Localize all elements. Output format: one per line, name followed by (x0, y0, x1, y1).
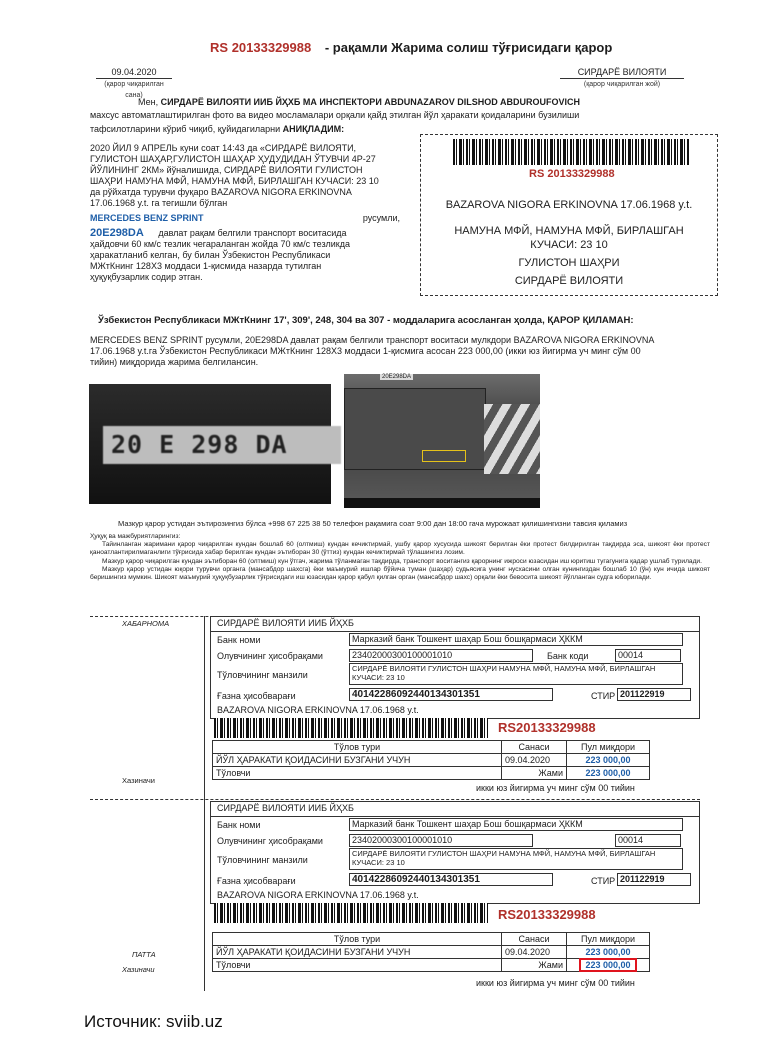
amount-in-words: икки юз йигирма уч минг сўм 00 тийин (476, 783, 635, 793)
receipt-th-payment-type: Тўлов тури (213, 933, 502, 946)
receipt-address-line2: КУЧАСИ: 23 10 (352, 858, 405, 867)
recipient-region: СИРДАРЁ ВИЛОЯТИ (514, 275, 624, 287)
payment-date: 09.04.2020 (502, 754, 567, 767)
decision-line: MERCEDES BENZ SPRINT русумли, 20E298DA давлат рақам белгили транспорт воситаси мулкдори BAZAROVA NIGORA ERKINOVNA (90, 335, 655, 345)
intro-line2: махсус автоматлаштирилган фото ва видео мосламалари орқали қайд этилган йўл ҳаракати қоидаларини бузилиши (90, 110, 580, 120)
receipt-payment-table (212, 932, 650, 972)
plate-highlight (422, 450, 466, 462)
rights-section (90, 533, 710, 582)
stub-divider (204, 616, 205, 991)
receipt-bank-field: Марказий банк Тошкент шаҳар Бош бошқармаси ҲККМ (349, 818, 683, 831)
notice-cashier: Хазиначи (122, 776, 155, 785)
plate-closeup: 20 E 298 DA (103, 426, 341, 464)
receipt-inner-line (211, 816, 699, 817)
bank-code-label: Банк коди (547, 651, 589, 661)
finding-line: ШАҲРИ НАМУНА МФЙ, НАМУНА МФЙ, БИРЛАШГАН КУЧАСИ: 23 10 (90, 176, 379, 186)
receipt-payer-name: BAZAROVA NIGORA ERKINOVNA 17.06.1968 y.t. (217, 890, 419, 900)
date-value: 09.04.2020 (96, 67, 172, 79)
source-caption: Источник: sviib.uz (84, 1012, 223, 1031)
receipt-account-label: Олувчининг ҳисобрақами (217, 836, 323, 846)
receipt-address-label: Тўловчининг манзили (217, 855, 308, 865)
notice-rs: RS20133329988 (498, 720, 596, 735)
rs-prefix: RS (210, 40, 229, 55)
road-stripes (484, 404, 540, 474)
receipt-address-line1: СИРДАРЁ ВИЛОЯТИ ГУЛИСТОН ШАҲРИ НАМУНА МФЙ, НАМУНА МФЙ, БИРЛАШГАН (352, 849, 656, 858)
receipt-dashed-top (90, 799, 700, 800)
finding-line: ЙЎЛИНИНГ 2КМ» йўналишида, СИРДАРЁ ВИЛОЯТИ ГУЛИСТОН (90, 165, 363, 175)
decision-line: тийин) миқдорида жарима белгилансин. (90, 357, 259, 367)
inspector-name: СИРДАРЁ ВИЛОЯТИ ИИБ ЙҲХБ МА ИНСПЕКТОРИ ABDUNAZAROV DILSHOD ABDUROUFOVICH (160, 97, 580, 107)
finding-text (90, 143, 410, 283)
finding-line: да рўйхатда турувчи фуқаро BAZAROVA NIGORA ERKINOVNA (90, 187, 352, 197)
intro-prefix: Мен, (138, 97, 159, 107)
th-payment-type: Тўлов тури (213, 741, 502, 754)
payer-name: BAZAROVA NIGORA ERKINOVNA 17.06.1968 y.t. (217, 705, 419, 715)
vehicle-model: MERCEDES BENZ SPRINT (90, 213, 204, 223)
treasury-label: Ғазна ҳисобварағи (217, 691, 296, 701)
finding-line: ҳуқуқбузарлик содир этган. (90, 272, 203, 282)
decision-text (90, 335, 708, 368)
receipt-rs: RS20133329988 (498, 907, 596, 922)
receipt-total-cell (567, 959, 650, 972)
receipt-org: СИРДАРЁ ВИЛОЯТИ ИИБ ЙҲХБ (217, 803, 354, 813)
complaint-note: Мазкур қарор устидан эътирозингиз бўлса +998 67 225 38 50 телефон рақамига соат 9:00 дан 18:00 гача мурожаат қилишингизни тавсия қиламиз (118, 519, 628, 528)
camera-tag: 20E298DA (382, 374, 412, 380)
rights-title: Ҳуқуқ ва мажбуриятларингиз: (90, 533, 181, 540)
document-header (210, 40, 612, 55)
receipt-amount-in-words: икки юз йигирма уч минг сўм 00 тийин (476, 978, 635, 988)
receipt-payer-label: Тўловчи (213, 959, 502, 972)
notice-label: ХАБАРНОМА (122, 619, 170, 628)
intro-line3: тафсилотларини кўриб чиқиб, қуйидагиларни (90, 124, 281, 134)
receipt-payment-type: ЙЎЛ ҲАРАКАТИ ҚОИДАСИНИ БУЗГАНИ УЧУН (213, 946, 502, 959)
receipt-treasury-field: 40142286092440134301351 (349, 873, 553, 886)
th-date: Санаси (502, 741, 567, 754)
notice-inner-line (211, 631, 699, 632)
recipient-address-2: КУЧАСИ: 23 10 (530, 239, 608, 251)
notice-body (210, 616, 700, 719)
receipt-treasury-label: Ғазна ҳисобварағи (217, 876, 296, 886)
notice-payment-table (212, 740, 650, 780)
account-field: 23402000300100001010 (349, 649, 533, 662)
address-rs-number: 20133329988 (547, 168, 615, 180)
document-title: - рақамли Жарима солиш тўғрисидаги қарор (324, 40, 613, 55)
decision-line: 17.06.1968 y.t.га Ўзбекистон Республикаси МЖтКнинг 128Х3 моддаси 1-қисмига асосан 223 000,00 (икки юз йигирма уч минг сўм 00 (90, 346, 641, 356)
payment-type: ЙЎЛ ҲАРАКАТИ ҚОИДАСИНИ БУЗГАНИ УЧУН (213, 754, 502, 767)
recipient-address: НАМУНА МФЙ, НАМУНА МФЙ, БИРЛАШГАН (454, 225, 684, 237)
receipt-stir-label: СТИР (591, 876, 616, 886)
bank-label: Банк номи (217, 635, 261, 645)
finding-line: ГУЛИСТОН ШАҲАР,ГУЛИСТОН ШАҲАР ҲУДУДИДАН ЎТУВЧИ 4Р-27 (90, 154, 376, 164)
intro-paragraph (90, 97, 710, 135)
receipt-cashier: Хазиначи (122, 965, 155, 974)
receipt-th-date: Санаси (502, 933, 567, 946)
rights-paragraph-1: Тайинланган жаримани қарор чиқарилган кундан бошлаб 60 (олтмиш) кундан кечиктирмай, ушбу қарор хусусида шикоят берилган ёки протест билдирилган тақдирда эса, шикоят ёки протест қаноатлантирилмаганлиги тўғрисида хабар берилган кундан эътиборан 30 (ўттиз) кундан кечиктирмай тўлашингиз лозим. (90, 541, 710, 557)
total-amount: 223 000,00 (567, 767, 650, 780)
region-caption: (қарор чиқарилган жой) (583, 81, 661, 88)
recipient-name: BAZAROVA NIGORA ERKINOVNA 17.06.1968 y.t. (445, 199, 693, 211)
stir-field: 201122919 (617, 688, 691, 701)
notice-barcode (214, 718, 488, 738)
bank-code-field: 00014 (615, 649, 681, 662)
decision-number: 20133329988 (231, 40, 312, 55)
plate-suffix: давлат рақам белгили транспорт воситасида (158, 228, 347, 238)
plate-photo (89, 384, 331, 504)
established-heading: АНИҚЛАДИМ: (282, 124, 345, 134)
receipt-label: ПАТТА (132, 950, 156, 959)
region-value: СИРДАРЁ ВИЛОЯТИ (560, 67, 684, 79)
th-amount: Пул миқдори (567, 741, 650, 754)
stir-label: СТИР (591, 691, 616, 701)
photo-bottom-strip (344, 498, 540, 508)
receipt-address-field (349, 848, 683, 870)
notice-org: СИРДАРЁ ВИЛОЯТИ ИИБ ЙҲХБ (217, 618, 354, 628)
receipt-total-label: Жами (502, 959, 567, 972)
receipt-bank-code-field: 00014 (615, 834, 681, 847)
camera-photo (344, 374, 540, 508)
plate-number: 20E298DA (90, 227, 144, 239)
finding-line: 2020 ЙИЛ 9 АПРЕЛЬ куни соат 14:43 да «СИРДАРЁ ВИЛОЯТИ, (90, 143, 357, 153)
payer-label: Тўловчи (213, 767, 502, 780)
finding-line: ҳайдовчи 60 км/с тезлик чегараланган жойда 70 км/с тезликда (90, 239, 350, 249)
receipt-barcode (214, 903, 488, 923)
address-rs-prefix: RS (529, 168, 545, 180)
account-label: Олувчининг ҳисобрақами (217, 651, 323, 661)
rights-paragraph-3: Мазкур қарор устидан юқори турувчи органга (мансабдор шахсга) ёки маъмурий ишлар бўйича туман (шаҳар) судьясига унинг нусхасини олган кунингиздан бошлаб 10 (ўн) кун ичида шикоят беришингиз мумкин. Шикоят маъмурий ҳуқуқбузарлик тўғрисидаги иш юзасидан қарор қабул қилган орган (мансабдор шахс) орқали ёки бевосита шикоят йўлланган судга юборилади. (90, 565, 710, 582)
receipt-account-field: 23402000300100001010 (349, 834, 533, 847)
barcode (453, 139, 689, 165)
receipt-payment-amount: 223 000,00 (567, 946, 650, 959)
receipt-th-amount: Пул миқдори (567, 933, 650, 946)
finding-line: 17.06.1968 y.t. га тегишли бўлган (90, 198, 228, 208)
decision-place (560, 67, 684, 90)
payer-address-field (349, 663, 683, 685)
payer-address-line1: СИРДАРЁ ВИЛОЯТИ ГУЛИСТОН ШАҲРИ НАМУНА МФЙ, НАМУНА МФЙ, БИРЛАШГАН (352, 664, 656, 673)
payment-amount: 223 000,00 (567, 754, 650, 767)
address-rs (529, 168, 615, 180)
address-box (420, 134, 718, 296)
bank-field: Марказий банк Тошкент шаҳар Бош бошқармаси ҲККМ (349, 633, 683, 646)
finding-line: МЖтКнинг 128Х3 моддаси 1-қисмида назарда тутилган (90, 261, 322, 271)
receipt-total-amount: 223 000,00 (581, 960, 634, 970)
payer-address-label: Тўловчининг манзили (217, 670, 308, 680)
decision-heading: Ўзбекистон Республикаси МЖтКнинг 17', 309', 248, 304 ва 307 - моддаларига асосланган ҳолда, ҚАРОР ҚИЛАМАН: (98, 315, 634, 326)
receipt-bank-label: Банк номи (217, 820, 261, 830)
receipt-stir-field: 201122919 (617, 873, 691, 886)
treasury-field: 40142286092440134301351 (349, 688, 553, 701)
total-label: Жами (502, 767, 567, 780)
rights-paragraph-2: Мазкур қарор чиқарилган кундан эътиборан 60 (олтмиш) кун ўтгач, жарима тўланмаган тақдирда, транспорт воситангиз қарорнинг ижроси юзасидан иш юритиш тугагунига қадар ушлаб турилади. (102, 557, 702, 565)
receipt-body (210, 801, 700, 904)
recipient-city: ГУЛИСТОН ШАҲРИ (518, 257, 620, 269)
decision-date (96, 67, 172, 101)
payer-address-line2: КУЧАСИ: 23 10 (352, 673, 405, 682)
receipt-payment-date: 09.04.2020 (502, 946, 567, 959)
date-caption: (қарор чиқарилган сана) (104, 81, 164, 99)
vehicle-model-suffix: русумли, (362, 213, 400, 223)
finding-line: ҳаракатланиб келган, бу билан Ўзбекистон Республикаси (90, 250, 331, 260)
